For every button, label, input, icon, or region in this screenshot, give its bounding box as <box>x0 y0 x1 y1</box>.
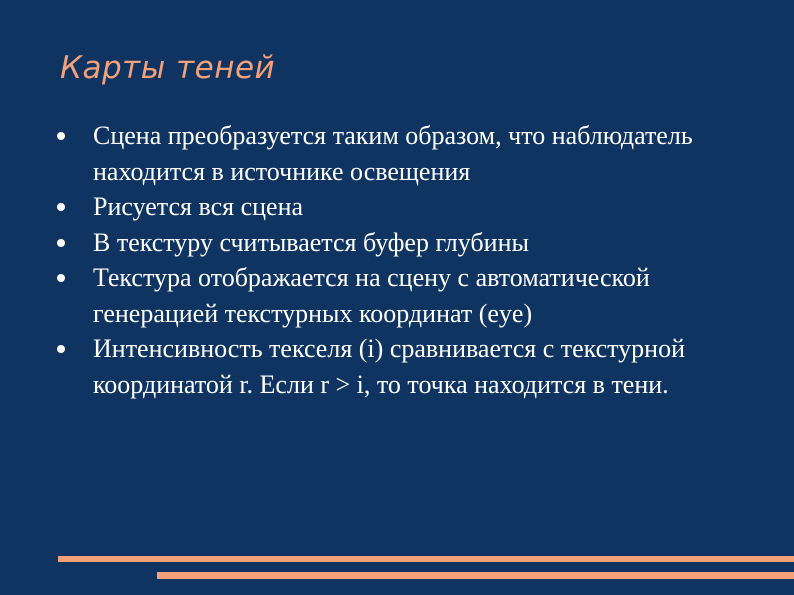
bullet-item <box>57 331 757 402</box>
bullet-item <box>57 225 757 261</box>
bullet-text: В текстуру считывается буфер глубины <box>93 227 529 257</box>
bullet-dot-icon <box>57 239 65 247</box>
bullet-dot-icon <box>57 345 65 353</box>
bullet-item <box>57 189 757 225</box>
accent-rule-top <box>58 556 794 562</box>
bullet-dot-icon <box>57 203 65 211</box>
bullet-dot-icon <box>57 274 65 282</box>
bullet-item <box>57 118 757 189</box>
accent-rule-bottom <box>157 572 794 579</box>
bullet-text: Сцена преобразуется таким образом, что наблюдатель находится в источнике освещения <box>93 121 693 186</box>
bullet-text: Рисуется вся сцена <box>93 192 304 221</box>
bullet-text: Интенсивность текселя (i) сравнивается с текстурной координатой r. Если r > i, то точка находится в тени. <box>93 334 686 399</box>
bullet-dot-icon <box>57 132 65 140</box>
slide-title: Карты теней <box>60 50 276 86</box>
bullet-text: Текстура отображается на сцену с автоматической генерацией текстурных координат (eye) <box>93 263 650 328</box>
bullet-list <box>57 118 757 402</box>
bullet-item <box>57 260 757 331</box>
